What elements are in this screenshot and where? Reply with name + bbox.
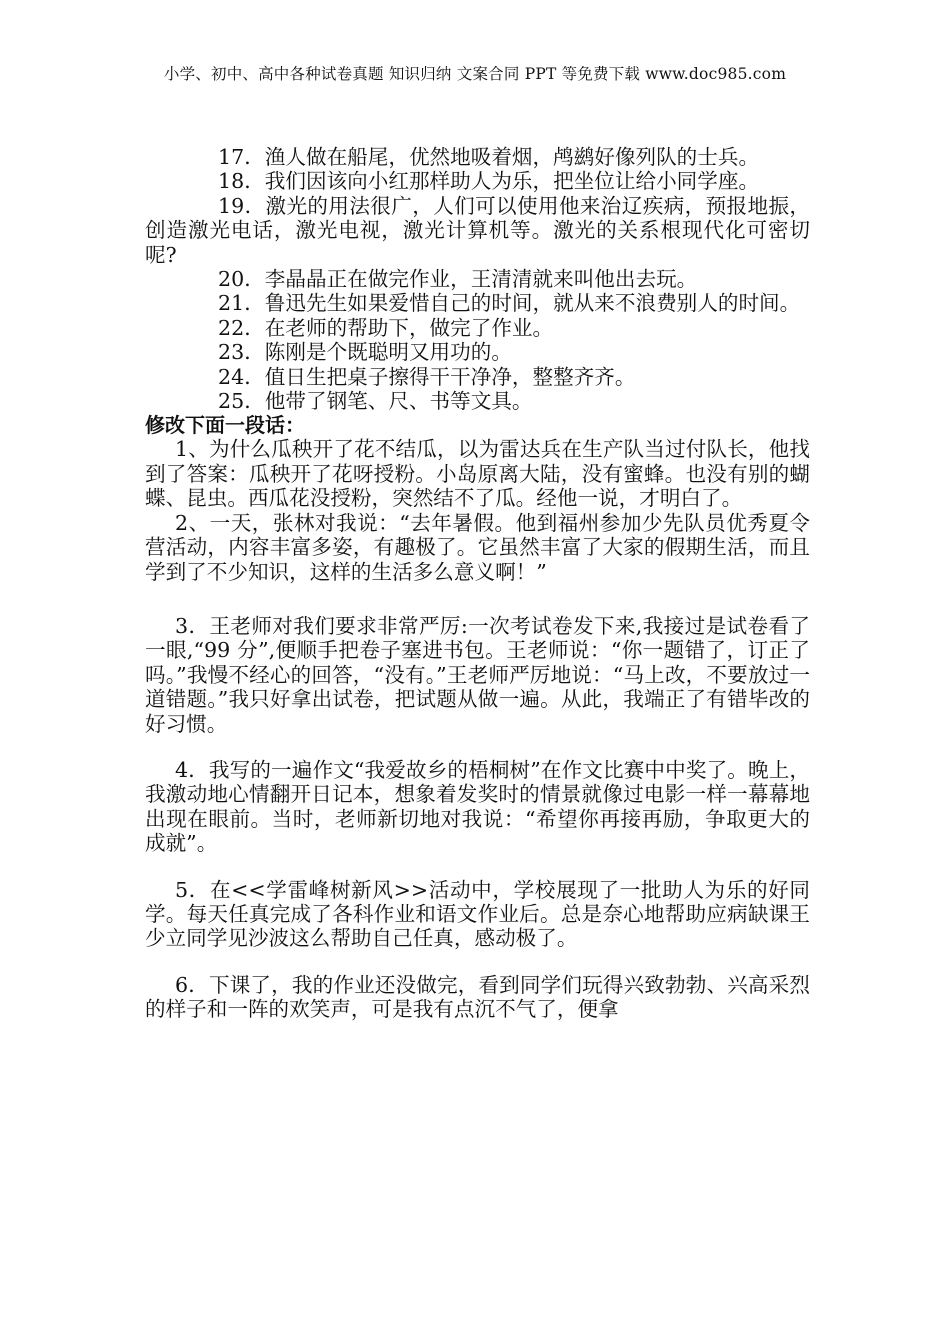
paragraph-4: 4．我写的一遍作文“我爱故乡的梧桐树”在作文比赛中中奖了。晚上，我激动地心情翻开日记本，想象着发奖时的情景就像过电影一样一幕幕地出现在眼前。当时，老师新切地对我说：“希望你再接再励，争取更大的成就”。 [145, 757, 810, 856]
sentence-23: 23．陈刚是个既聪明又用功的。 [218, 340, 512, 365]
page-header: 小学、初中、高中各种试卷真题 知识归纳 文案合同 PPT 等免费下载 www.doc985.com [163, 65, 787, 83]
sentence-17: 17．渔人做在船尾，优然地吸着烟，鸬鹚好像列队的士兵。 [218, 145, 760, 169]
paragraph-6: 6．下课了，我的作业还没做完，看到同学们玩得兴致勃勃、兴高采烈的样子和一阵的欢笑声，可是我有点沉不气了，便拿 [145, 972, 810, 1022]
sentence-19: 19．激光的用法很广，人们可以使用他来治辽疾病，预报地振，创造激光电话，激光电视，激光计算机等。激光的关系根现代化可密切呢? [145, 193, 810, 267]
paragraph-3: 3．王老师对我们要求非常严厉:一次考试卷发下来,我接过是试卷看了一眼,“99 分”,便顺手把卷子塞进书包。王老师说：“你一题错了，订正了吗。”我慢不经心的回答，“没有。”王老师严厉地说：“马上改，不要放过一道错题。”我只好拿出试卷，把试题从做一遍。从此，我端正了有错毕改的好习惯。 [145, 613, 810, 736]
section-title: 修改下面一段话： [145, 413, 305, 438]
sentence-24: 24．值日生把桌子擦得干干净净，整整齐齐。 [218, 364, 636, 389]
sentence-25: 25．他带了钢笔、尺、书等文具。 [218, 389, 533, 414]
sentence-22: 22．在老师的帮助下，做完了作业。 [218, 315, 554, 340]
paragraph-5: 5．在<<学雷峰树新风>>活动中，学校展现了一批助人为乐的好同学。每天任真完成了各科作业和语文作业后。总是奈心地帮助应病缺课王少立同学见沙波这么帮助自己任真，感动极了。 [145, 877, 810, 951]
sentence-21: 21．鲁迅先生如果爱惜自己的时间，就从来不浪费别人的时间。 [218, 291, 801, 316]
sentence-20: 20．李晶晶正在做完作业，王清清就来叫他出去玩。 [218, 267, 698, 292]
paragraph-2: 2、一天，张林对我说：“去年暑假。他到福州参加少先队员优秀夏令营活动，内容丰富多姿，有趣极了。它虽然丰富了大家的假期生活，而且学到了不少知识，这样的生活多么意义啊！” [145, 510, 810, 584]
sentence-18: 18．我们因该向小红那样助人为乐，把坐位让给小同学座。 [218, 169, 760, 194]
paragraph-1: 1、为什么瓜秧开了花不结瓜，以为雷达兵在生产队当过付队长，他找到了答案：瓜秧开了花呀授粉。小岛原离大陆，没有蜜蜂。也没有别的蝴蝶、昆虫。西瓜花没授粉，突然结不了瓜。经他一说，才明白了。 [145, 437, 810, 511]
document-body [145, 145, 810, 1022]
